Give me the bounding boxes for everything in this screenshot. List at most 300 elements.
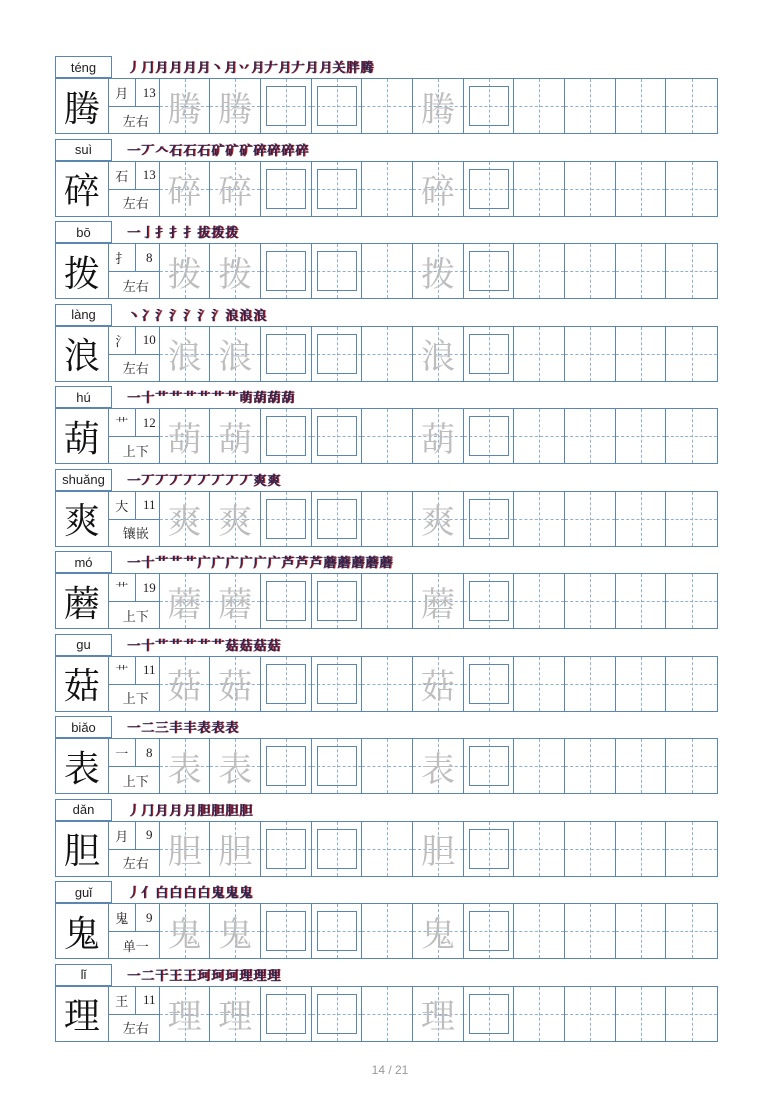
practice-cell[interactable] [160,904,211,958]
inner-square [266,911,306,951]
stroke-step: 丆 [141,473,155,489]
practice-cell[interactable] [312,904,363,958]
trace-character: 腾 [218,89,253,130]
character-entry [55,139,718,222]
stroke-count: 10 [136,327,163,355]
inner-square [317,994,357,1034]
practice-cell[interactable] [362,904,413,958]
practice-cell[interactable] [210,574,261,628]
practice-cell[interactable] [261,822,312,876]
practice-cell[interactable] [312,409,363,463]
structure-label: 左右 [122,197,149,212]
stroke-step: 广 [253,556,267,571]
practice-cell[interactable] [616,327,667,381]
practice-cell[interactable] [312,739,363,793]
stroke-step: 鬼 [225,886,239,901]
stroke-step: 氵 [197,308,211,324]
model-character: 理 [56,987,109,1041]
stroke-count: 13 [136,162,163,190]
practice-cell[interactable] [565,822,616,876]
practice-cell[interactable] [210,244,261,298]
inner-square [317,169,357,209]
practice-cell[interactable] [160,657,211,711]
stroke-step: 一 [127,391,141,406]
practice-cell[interactable] [565,574,616,628]
stroke-step: 爽 [253,473,267,489]
practice-cell[interactable] [160,987,211,1041]
practice-cell[interactable] [464,162,515,216]
stroke-step: 丆 [141,143,155,159]
pinyin-row [55,634,718,656]
practice-cell[interactable] [616,492,667,546]
practice-cell[interactable] [312,79,363,133]
inner-square [317,416,357,456]
stroke-step: 月 [183,803,197,819]
practice-cell[interactable] [413,739,464,793]
radical: 大 [109,492,136,520]
trace-character: 胆 [420,832,455,872]
practice-cell[interactable] [362,987,413,1041]
practice-cell[interactable] [464,657,515,711]
practice-cell[interactable] [514,162,565,216]
stroke-step: 胖 [346,61,360,76]
practice-cell[interactable] [160,409,211,463]
stroke-step: 一 [127,143,141,159]
stroke-step: 鬼 [239,886,253,901]
practice-cell[interactable] [413,574,464,628]
practice-cell[interactable] [616,162,667,216]
stroke-step: 菇 [267,638,281,654]
practice-cell[interactable] [160,244,211,298]
stroke-step: 亻 [141,886,155,901]
stroke-step: 氵 [183,308,197,324]
practice-cell[interactable] [666,162,717,216]
inner-square [317,829,357,869]
structure-label: 左右 [122,114,149,130]
stroke-step: 艹 [197,391,211,406]
practice-cell[interactable] [261,987,312,1041]
practice-cell[interactable] [464,822,515,876]
stroke-step: 干 [155,968,169,984]
character-info [109,79,160,133]
practice-cell[interactable] [210,822,261,876]
character-info [109,904,160,958]
stroke-step: 浪 [239,308,253,324]
writing-grid-row [55,161,718,217]
practice-cell[interactable] [261,492,312,546]
practice-cell[interactable] [362,492,413,546]
inner-square [266,499,306,539]
stroke-step: 矿‌ [239,143,253,159]
practice-cell[interactable] [666,574,717,628]
stroke-step: 王 [183,968,197,984]
stroke-step: 碎 [281,143,295,159]
inner-square [266,994,306,1034]
practice-cell[interactable] [514,79,565,133]
trace-character: 爽 [167,502,202,542]
stroke-step: 白 [155,886,169,901]
practice-cell[interactable] [261,244,312,298]
practice-cell[interactable] [210,79,261,133]
practice-cell[interactable] [666,657,717,711]
practice-cell[interactable] [565,162,616,216]
practice-cell[interactable] [210,492,261,546]
practice-cell[interactable] [261,409,312,463]
trace-character: 爽 [420,502,455,542]
stroke-step: 丆 [169,473,183,489]
stroke-count: 9 [136,822,163,850]
practice-cell[interactable] [312,822,363,876]
practice-cell[interactable] [565,657,616,711]
structure-label: 镶嵌 [122,527,149,542]
stroke-step: 月 [155,61,169,76]
inner-square [266,746,306,786]
stroke-step: 丿 [127,61,141,76]
practice-cell[interactable] [666,822,717,876]
practice-cell[interactable] [464,492,515,546]
inner-square [317,581,357,621]
practice-cell[interactable] [413,162,464,216]
practice-cell[interactable] [261,162,312,216]
practice-cell[interactable] [312,987,363,1041]
practice-cell[interactable] [565,987,616,1041]
trace-character: 菇 [420,667,455,707]
stroke-step: 艹 [225,391,239,406]
trace-character: 鬼 [167,914,202,955]
practice-cell[interactable] [210,987,261,1041]
stroke-order [127,56,373,78]
pinyin-row [55,469,718,491]
stroke-step: 艹 [155,391,169,406]
practice-cell[interactable] [565,327,616,381]
model-character: 碎 [56,162,109,216]
stroke-step: 白 [169,886,183,901]
stroke-step: 月𠂇 [251,61,278,76]
stroke-step: 扌 [169,226,183,241]
practice-cell[interactable] [413,409,464,463]
stroke-order [127,964,280,986]
practice-cell[interactable] [261,904,312,958]
practice-cell[interactable] [261,574,312,628]
stroke-step: 芦 [309,556,323,571]
stroke-step: 月 [169,803,183,819]
stroke-step: 艹 [169,638,183,654]
practice-cell[interactable] [666,904,717,958]
stroke-step: 丆 [239,473,253,489]
stroke-step: 葫 [281,391,295,406]
stroke-step: 丆 [155,473,169,489]
trace-character: 碎 [218,172,253,212]
stroke-step: 蘑 [379,556,393,571]
practice-cell[interactable] [514,904,565,958]
practice-cell[interactable] [312,657,363,711]
trace-character: 蘑 [167,584,202,625]
stroke-step: 矿​ [225,143,239,159]
stroke-step: 表 [225,721,239,736]
trace-character: 拨 [167,254,202,295]
practice-cell[interactable] [362,409,413,463]
inner-square [469,416,509,456]
practice-cell[interactable] [565,739,616,793]
stroke-step: 白 [183,886,197,901]
practice-cell[interactable] [565,79,616,133]
character-info [109,244,160,298]
stroke-step: 蘑 [351,556,365,571]
pinyin-row [55,964,718,986]
practice-cell[interactable] [464,409,515,463]
stroke-step: 拨 [225,226,239,241]
stroke-step: 丆 [197,473,211,489]
practice-cell[interactable] [312,574,363,628]
stroke-order [127,386,294,408]
practice-cell[interactable] [666,409,717,463]
writing-grid-row [55,326,718,382]
practice-cell[interactable] [514,492,565,546]
inner-square [469,334,509,374]
stroke-step: 氵 [211,308,225,324]
radical: 月 [109,822,136,850]
radical: 艹 [109,409,136,437]
pinyin-row [55,386,718,408]
practice-cell[interactable] [514,739,565,793]
writing-grid-row [55,738,718,794]
structure-label: 上下 [122,774,149,790]
practice-cell[interactable] [160,327,211,381]
stroke-count: 8 [136,739,163,767]
stroke-count: 11 [136,657,163,685]
stroke-step: 艹 [211,391,225,406]
structure-label: 上下 [122,609,149,625]
practice-cell[interactable] [413,79,464,133]
practice-cell[interactable] [464,244,515,298]
practice-cell[interactable] [362,162,413,216]
practice-cell[interactable] [616,657,667,711]
practice-cell[interactable] [362,574,413,628]
practice-cell[interactable] [413,822,464,876]
stroke-step: 碎 [253,143,267,159]
stroke-order [127,304,266,326]
trace-character: 理 [167,997,202,1037]
practice-cell[interactable] [464,987,515,1041]
trace-character: 表 [167,749,202,790]
structure-label: 左右 [122,279,149,295]
stroke-step: 丰 [169,721,183,736]
stroke-step: 石‌ [197,143,211,159]
practice-cell[interactable] [362,244,413,298]
stroke-step: 王 [169,968,183,984]
practice-cell[interactable] [160,739,211,793]
pinyin-row [55,304,718,326]
model-character: 表 [56,739,109,793]
trace-character: 表 [420,749,455,790]
writing-grid-row [55,656,718,712]
practice-cell[interactable] [514,657,565,711]
trace-character: 浪 [167,337,202,377]
stroke-order [127,881,252,903]
practice-cell[interactable] [464,904,515,958]
writing-grid-row [55,573,718,629]
page-number: 14 / 21 [371,1063,409,1077]
practice-cell[interactable] [565,492,616,546]
inner-square [317,664,357,704]
stroke-step: 艹 [169,391,183,406]
stroke-step: 广 [197,556,211,571]
stroke-step: 胆 [225,803,239,819]
stroke-step: 月​ [183,61,197,76]
practice-cell[interactable] [210,657,261,711]
inner-square [469,994,509,1034]
pinyin-row [55,56,718,78]
stroke-step: 广 [211,556,225,571]
practice-cell[interactable] [666,79,717,133]
trace-character: 菇 [167,667,202,707]
practice-cell[interactable] [616,244,667,298]
practice-cell[interactable] [464,327,515,381]
inner-square [317,746,357,786]
stroke-step: 艹 [183,638,197,654]
stroke-step: 丿 [127,886,141,901]
practice-cell[interactable] [413,987,464,1041]
practice-cell[interactable] [261,79,312,133]
trace-character: 碎 [420,172,455,212]
stroke-step: 艹 [169,556,183,571]
character-info [109,822,160,876]
stroke-step: 广 [225,556,239,571]
stroke-step: 扌 [183,226,197,241]
practice-cell[interactable] [514,822,565,876]
inner-square [469,664,509,704]
practice-cell[interactable] [362,739,413,793]
pinyin-row [55,551,718,573]
practice-cell[interactable] [160,492,211,546]
practice-cell[interactable] [210,327,261,381]
practice-cell[interactable] [312,244,363,298]
trace-character: 拨 [218,254,253,295]
practice-cell[interactable] [160,822,211,876]
stroke-step: 珂 [211,968,225,984]
inner-square [317,251,357,291]
practice-cell[interactable] [312,162,363,216]
practice-cell[interactable] [616,409,667,463]
stroke-step: 表 [197,721,211,736]
practice-cell[interactable] [413,904,464,958]
inner-square [266,416,306,456]
stroke-order [127,469,280,491]
practice-cell[interactable] [616,904,667,958]
practice-cell[interactable] [464,79,515,133]
model-character: 葫 [56,409,109,463]
practice-cell[interactable] [210,739,261,793]
practice-cell[interactable] [413,492,464,546]
pinyin-label: lǐ [55,964,112,986]
practice-cell[interactable] [565,904,616,958]
practice-cell[interactable] [514,987,565,1041]
inner-square [317,911,357,951]
practice-cell[interactable] [261,739,312,793]
radical: 一 [109,739,136,767]
stroke-step: 丰 [183,721,197,736]
practice-cell[interactable] [565,244,616,298]
practice-cell[interactable] [362,657,413,711]
stroke-step: 月丶 [197,61,224,76]
practice-cell[interactable] [666,492,717,546]
character-entry [55,799,718,882]
practice-cell[interactable] [514,327,565,381]
practice-cell[interactable] [362,79,413,133]
stroke-step: 十 [141,556,155,571]
practice-cell[interactable] [413,327,464,381]
stroke-step: 理 [253,968,267,984]
stroke-step: 理 [267,968,281,984]
practice-cell[interactable] [210,162,261,216]
stroke-step: 冫 [141,308,155,324]
trace-character: 胆 [167,832,202,872]
stroke-step: 氵 [155,308,169,324]
stroke-step: 胆 [239,803,253,819]
practice-cell[interactable] [210,904,261,958]
practice-cell[interactable] [160,79,211,133]
pinyin-label: biǎo [55,716,112,738]
practice-cell[interactable] [616,987,667,1041]
practice-cell[interactable] [160,162,211,216]
trace-character: 胆 [218,832,253,872]
practice-cell[interactable] [312,327,363,381]
trace-character: 腾 [167,89,202,130]
practice-cell[interactable] [616,79,667,133]
practice-cell[interactable] [261,327,312,381]
practice-cell[interactable] [413,657,464,711]
character-entry [55,551,718,634]
character-entry [55,304,718,387]
practice-cell[interactable] [666,327,717,381]
pinyin-label: gu [55,634,112,656]
practice-cell[interactable] [464,739,515,793]
practice-cell[interactable] [565,409,616,463]
practice-cell[interactable] [616,822,667,876]
practice-cell[interactable] [362,327,413,381]
inner-square [266,86,306,126]
practice-cell[interactable] [514,244,565,298]
writing-grid-row [55,78,718,134]
practice-cell[interactable] [514,409,565,463]
radical: 月 [109,79,136,107]
practice-cell[interactable] [464,574,515,628]
stroke-step: 表 [211,721,225,736]
practice-cell[interactable] [616,574,667,628]
practice-cell[interactable] [312,492,363,546]
radical: 艹 [109,657,136,685]
writing-grid-row [55,986,718,1042]
stroke-step: 亅 [141,226,155,241]
character-entry [55,634,718,717]
stroke-step: 白 [197,886,211,901]
practice-cell[interactable] [666,987,717,1041]
practice-cell[interactable] [666,739,717,793]
practice-cell[interactable] [210,409,261,463]
practice-cell[interactable] [514,574,565,628]
practice-cell[interactable] [261,657,312,711]
trace-character: 葫 [420,419,455,460]
practice-cell[interactable] [616,739,667,793]
stroke-step: 拨 [211,226,225,241]
practice-cell[interactable] [413,244,464,298]
practice-cell[interactable] [362,822,413,876]
stroke-step: 月‍ [305,61,319,76]
practice-cell[interactable] [160,574,211,628]
stroke-step: ⺆ [141,803,155,819]
practice-cell[interactable] [666,244,717,298]
inner-square [469,911,509,951]
